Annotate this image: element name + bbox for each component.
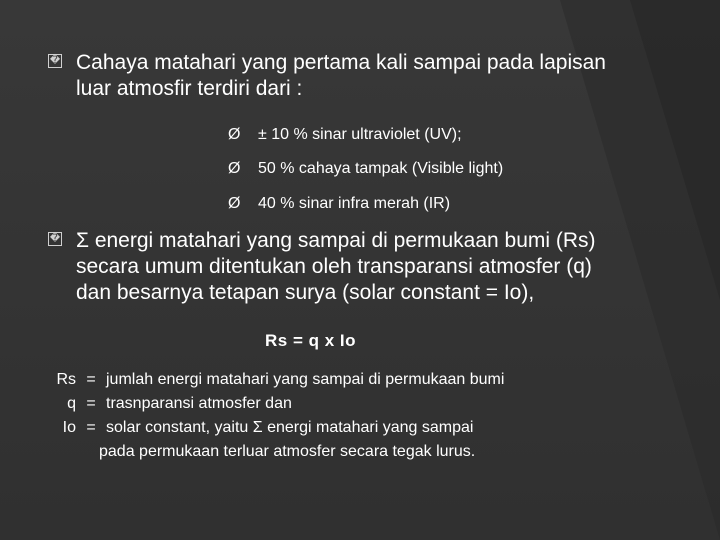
- definition-symbol: q: [67, 395, 76, 412]
- sub-item-text: ± 10 % sinar ultraviolet (UV);: [258, 126, 462, 143]
- definition-text: solar constant, yaitu Σ energi matahari yang sampai: [106, 419, 474, 436]
- sub-item-visible: [228, 159, 503, 179]
- arrow-bullet-icon: Ø: [228, 160, 241, 177]
- formula: Rs = q x Io: [265, 331, 356, 350]
- arrow-bullet-icon: Ø: [228, 126, 241, 143]
- definitions: [40, 368, 504, 464]
- bullet-box-icon: �: [49, 55, 61, 66]
- bullet-energy-line-1: Σ energi matahari yang sampai di permukaan bumi (Rs): [76, 229, 596, 252]
- definition-text: jumlah energi matahari yang sampai di permukaan bumi: [106, 371, 505, 388]
- sub-item-ir: [228, 194, 450, 214]
- definition-symbol: Rs: [56, 371, 76, 388]
- bullet-energy-line-2: secara umum ditentukan oleh transparansi atmosfer (q): [76, 255, 592, 278]
- definition-row-rs: [40, 368, 504, 392]
- sub-item-text: 40 % sinar infra merah (IR): [258, 195, 451, 212]
- definition-equals: =: [86, 371, 96, 388]
- bullet-box-icon: �: [49, 233, 61, 244]
- definition-equals: =: [86, 419, 96, 436]
- definition-row-io: [40, 416, 504, 440]
- sub-item-text: 50 % cahaya tampak (Visible light): [258, 160, 504, 177]
- bullet-intro-line-2: luar atmosfir terdiri dari :: [76, 77, 303, 100]
- bullet-intro-line-1: Cahaya matahari yang pertama kali sampai pada lapisan: [76, 51, 606, 74]
- arrow-bullet-icon: Ø: [228, 195, 241, 212]
- bullet-energy: [48, 228, 688, 306]
- definition-row-q: [40, 392, 504, 416]
- definition-continuation: pada permukaan terluar atmosfer secara tegak lurus.: [99, 443, 476, 460]
- definition-equals: =: [86, 395, 96, 412]
- bullet-intro: [48, 50, 688, 102]
- definition-text: trasnparansi atmosfer dan: [106, 395, 292, 412]
- definition-symbol: Io: [62, 419, 76, 436]
- bullet-energy-line-3: dan besarnya tetapan surya (solar constant = Io),: [76, 281, 535, 304]
- sub-item-uv: [228, 125, 462, 145]
